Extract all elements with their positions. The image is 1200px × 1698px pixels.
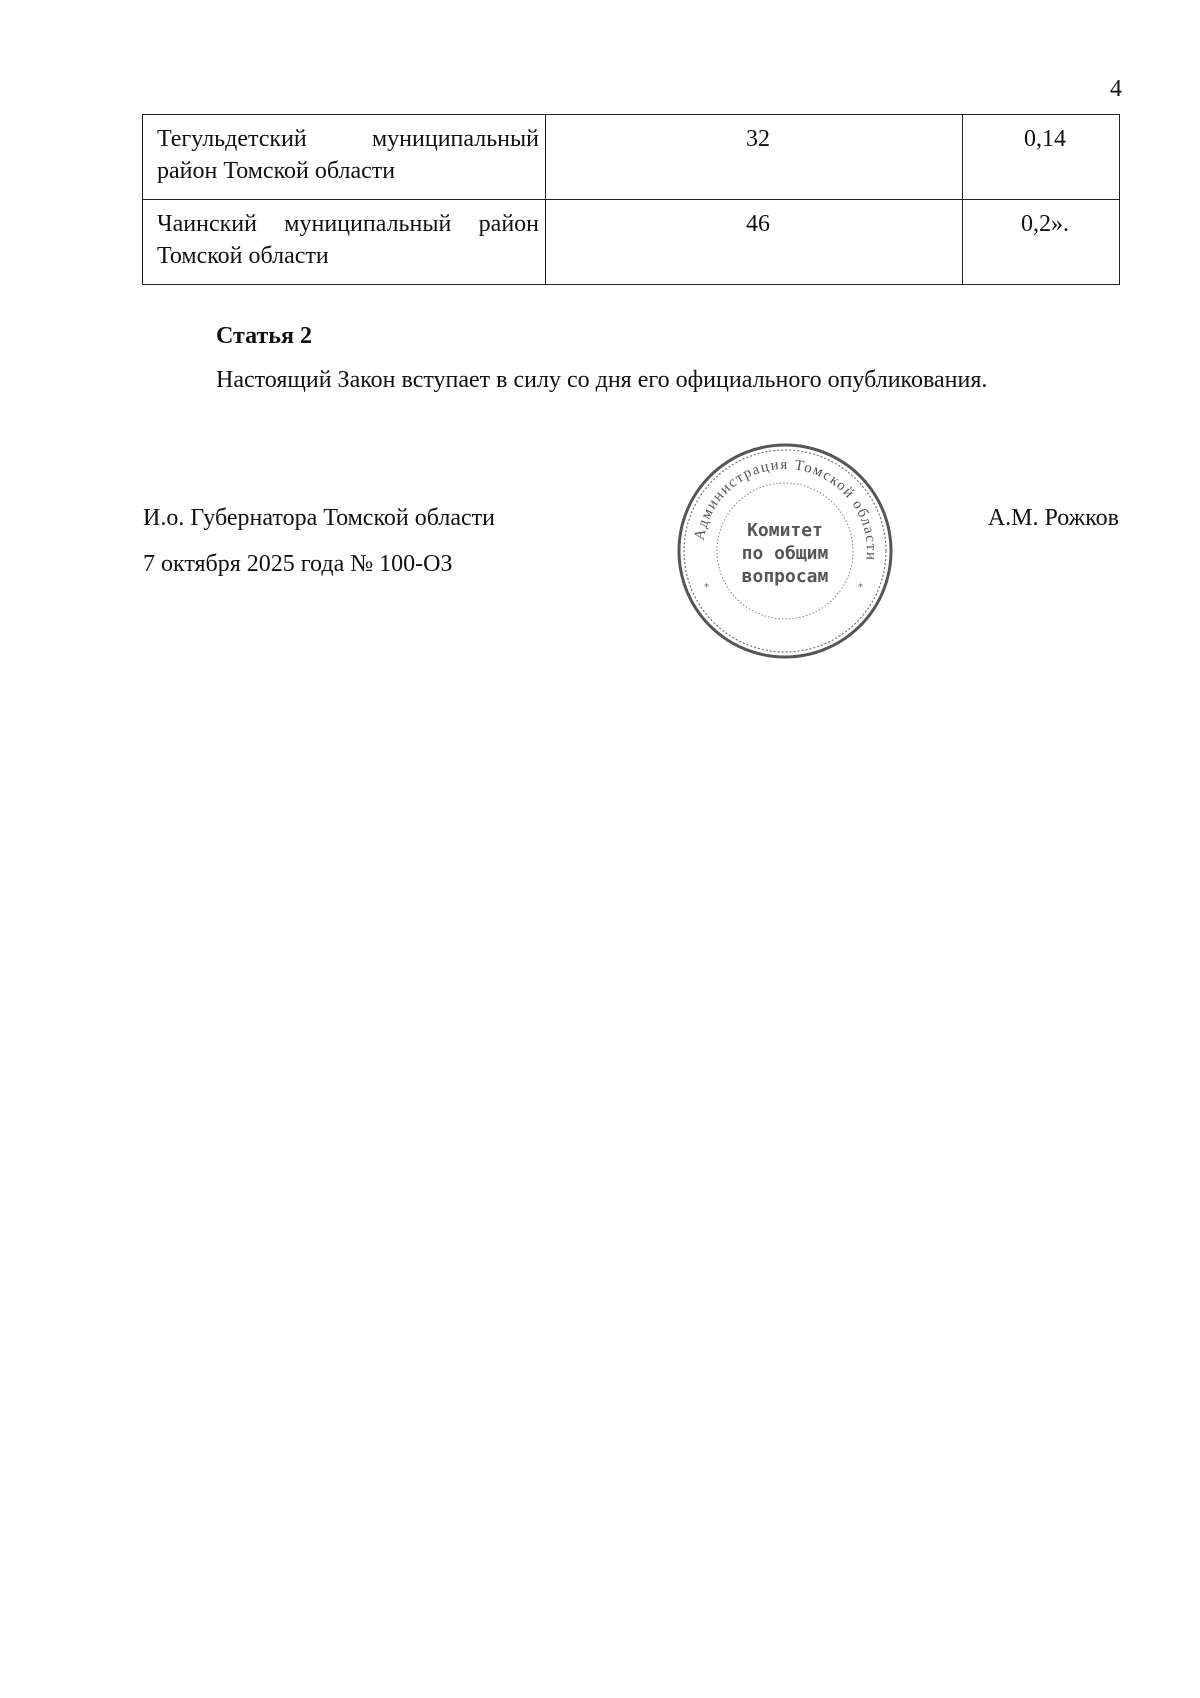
page-number: 4 — [1110, 76, 1122, 102]
official-seal — [674, 440, 896, 662]
seal-ring-text: Администрация Томской области — [691, 456, 880, 563]
signer-name: А.М. Рожков — [987, 505, 1119, 531]
seal-center-line-3: вопросам — [741, 566, 829, 587]
table-row — [143, 115, 1120, 200]
article-heading: Статья 2 — [216, 323, 312, 349]
table-row — [143, 200, 1120, 285]
districts-table — [142, 114, 1120, 285]
law-date-number: 7 октября 2025 года № 100-ОЗ — [143, 551, 453, 577]
seal-star-right: * — [858, 582, 863, 593]
value-cell: 46 — [546, 200, 963, 285]
share-cell: 0,14 — [963, 115, 1120, 200]
seal-star-left: * — [704, 582, 709, 593]
seal-graphic — [674, 440, 896, 662]
share-cell: 0,2». — [963, 200, 1120, 285]
district-name-cell: Тегульдетский муниципальный район Томской области — [143, 115, 546, 200]
seal-center-line-2: по общим — [741, 543, 829, 564]
article-text: Настоящий Закон вступает в силу со дня его официального опубликования. — [216, 367, 988, 393]
district-name-cell: Чаинский муниципальный район Томской области — [143, 200, 546, 285]
signer-title: И.о. Губернатора Томской области — [143, 505, 495, 531]
seal-center-line-1: Комитет — [747, 520, 823, 541]
value-cell: 32 — [546, 115, 963, 200]
